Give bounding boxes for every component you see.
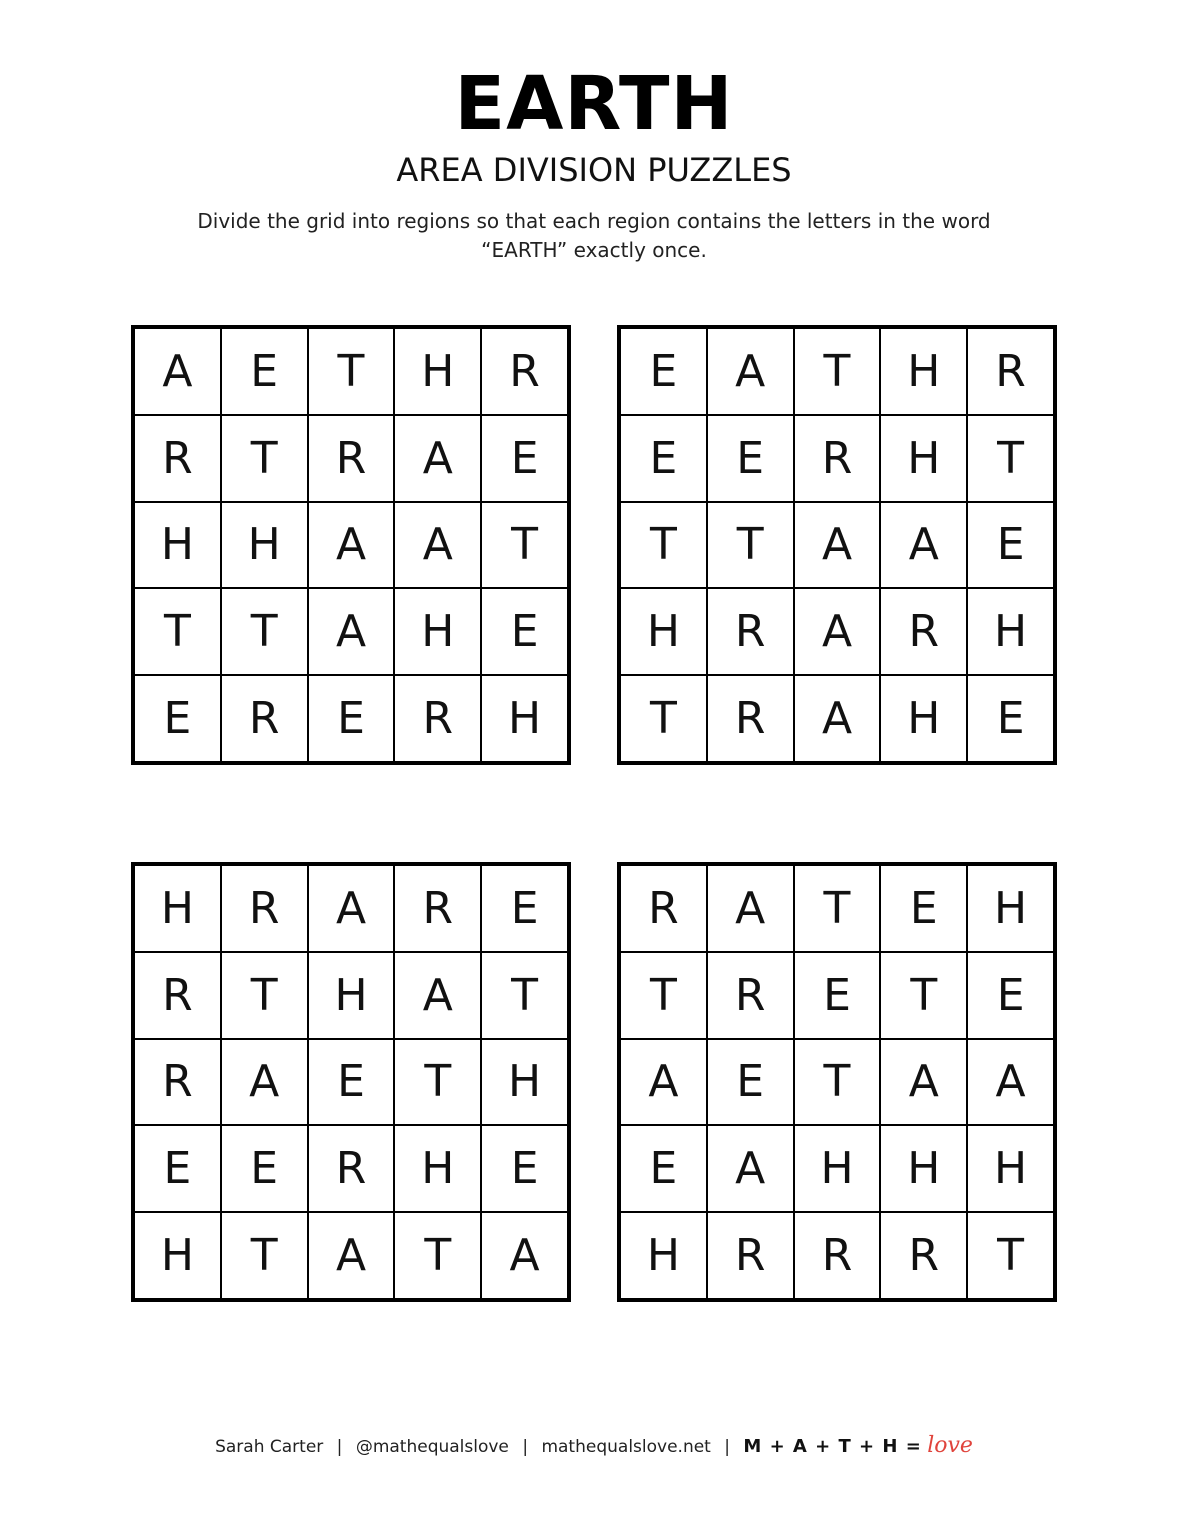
- grid-cell: T: [620, 502, 707, 589]
- grid-cell: H: [620, 588, 707, 675]
- grid-cell: A: [880, 502, 967, 589]
- grid-cell: R: [481, 328, 568, 415]
- grid-cell: H: [481, 1039, 568, 1126]
- grid-cell: H: [880, 328, 967, 415]
- grid-cell: A: [707, 328, 794, 415]
- grid-cell: E: [620, 1125, 707, 1212]
- page-subtitle: AREA DIVISION PUZZLES: [396, 151, 792, 189]
- grid-cell: H: [134, 865, 221, 952]
- grid-cell: H: [880, 415, 967, 502]
- grid-cell: R: [221, 675, 308, 762]
- grid-cell: R: [794, 415, 881, 502]
- puzzle-grid-2: [617, 325, 1057, 765]
- footer: [0, 1432, 1188, 1461]
- grid-cell: R: [880, 588, 967, 675]
- grid-cell: T: [134, 588, 221, 675]
- grid-cell: A: [394, 502, 481, 589]
- page-title: EARTH: [454, 61, 734, 147]
- grid-cell: E: [481, 865, 568, 952]
- puzzle-grid-1: [131, 325, 571, 765]
- footer-brand-love: love: [927, 1433, 973, 1458]
- grid-cell: T: [967, 1212, 1054, 1299]
- grid-cell: E: [794, 952, 881, 1039]
- grid-cell: T: [308, 328, 395, 415]
- grid-cell: E: [967, 502, 1054, 589]
- grid-cell: H: [308, 952, 395, 1039]
- grid-cell: A: [481, 1212, 568, 1299]
- grid-cell: R: [794, 1212, 881, 1299]
- grid-cell: T: [221, 1212, 308, 1299]
- grid-cell: A: [707, 865, 794, 952]
- grid-cell: H: [880, 675, 967, 762]
- grid-cell: E: [308, 1039, 395, 1126]
- footer-website: mathequalslove.net: [541, 1437, 711, 1457]
- grid-cell: E: [707, 415, 794, 502]
- grid-cell: T: [221, 952, 308, 1039]
- grid-cell: R: [394, 675, 481, 762]
- grid-cell: H: [134, 502, 221, 589]
- grid-cell: E: [221, 328, 308, 415]
- grid-cell: A: [308, 1212, 395, 1299]
- grid-cell: H: [794, 1125, 881, 1212]
- grid-cell: A: [308, 502, 395, 589]
- grid-cell: H: [394, 1125, 481, 1212]
- grid-cell: T: [221, 588, 308, 675]
- grid-cell: E: [880, 865, 967, 952]
- grid-cell: R: [707, 1212, 794, 1299]
- grid-cell: H: [394, 588, 481, 675]
- grid-cell: A: [794, 675, 881, 762]
- grid-cell: E: [707, 1039, 794, 1126]
- grid-cell: T: [880, 952, 967, 1039]
- puzzle-grid-4: [617, 862, 1057, 1302]
- footer-separator: |: [336, 1437, 343, 1457]
- grid-cell: H: [134, 1212, 221, 1299]
- grid-cell: T: [620, 675, 707, 762]
- grid-cell: A: [967, 1039, 1054, 1126]
- instructions-text: Divide the grid into regions so that each region contains the letters in the word “EARTH” exactly once.: [197, 209, 991, 262]
- grid-cell: E: [481, 1125, 568, 1212]
- grid-cell: E: [620, 415, 707, 502]
- puzzle-grid-3: [131, 862, 571, 1302]
- grid-cell: H: [880, 1125, 967, 1212]
- grid-cell: T: [481, 952, 568, 1039]
- grid-cell: R: [620, 865, 707, 952]
- grid-cell: R: [221, 865, 308, 952]
- grid-cell: A: [221, 1039, 308, 1126]
- grid-cell: R: [394, 865, 481, 952]
- grid-cell: T: [707, 502, 794, 589]
- grid-cell: A: [394, 952, 481, 1039]
- grid-cell: A: [308, 865, 395, 952]
- grid-cell: R: [967, 328, 1054, 415]
- grid-cell: T: [394, 1039, 481, 1126]
- grid-cell: E: [967, 675, 1054, 762]
- grid-cell: A: [794, 502, 881, 589]
- grid-cell: T: [620, 952, 707, 1039]
- footer-author: Sarah Carter: [215, 1437, 324, 1457]
- grid-cell: H: [967, 865, 1054, 952]
- grid-cell: H: [221, 502, 308, 589]
- grid-cell: E: [481, 588, 568, 675]
- footer-separator: |: [522, 1437, 529, 1457]
- grid-cell: T: [481, 502, 568, 589]
- grid-cell: H: [481, 675, 568, 762]
- footer-handle: @mathequalslove: [355, 1437, 509, 1457]
- grid-cell: A: [707, 1125, 794, 1212]
- grid-cell: H: [394, 328, 481, 415]
- grid-cell: A: [794, 588, 881, 675]
- grid-cell: A: [394, 415, 481, 502]
- grid-cell: E: [481, 415, 568, 502]
- grid-cell: T: [794, 1039, 881, 1126]
- grid-cell: E: [134, 675, 221, 762]
- grid-cell: R: [134, 1039, 221, 1126]
- footer-brand-logo: M + A + T + H =: [743, 1436, 922, 1457]
- grid-cell: E: [308, 675, 395, 762]
- grid-cell: R: [308, 415, 395, 502]
- grid-cell: E: [134, 1125, 221, 1212]
- grid-cell: R: [308, 1125, 395, 1212]
- grid-cell: H: [967, 588, 1054, 675]
- grid-cell: T: [794, 328, 881, 415]
- grid-cell: A: [620, 1039, 707, 1126]
- grid-cell: R: [707, 588, 794, 675]
- grid-cell: E: [620, 328, 707, 415]
- grid-cell: T: [394, 1212, 481, 1299]
- grid-cell: E: [967, 952, 1054, 1039]
- grid-cell: A: [880, 1039, 967, 1126]
- grid-cell: R: [707, 675, 794, 762]
- grid-cell: R: [880, 1212, 967, 1299]
- grid-cell: E: [221, 1125, 308, 1212]
- grid-cell: H: [967, 1125, 1054, 1212]
- grid-cell: A: [134, 328, 221, 415]
- grid-cell: T: [221, 415, 308, 502]
- grid-cell: H: [620, 1212, 707, 1299]
- grid-cell: R: [134, 415, 221, 502]
- grid-cell: T: [794, 865, 881, 952]
- grid-cell: R: [707, 952, 794, 1039]
- grid-cell: T: [967, 415, 1054, 502]
- grid-cell: A: [308, 588, 395, 675]
- footer-separator: |: [724, 1437, 730, 1457]
- grid-cell: R: [134, 952, 221, 1039]
